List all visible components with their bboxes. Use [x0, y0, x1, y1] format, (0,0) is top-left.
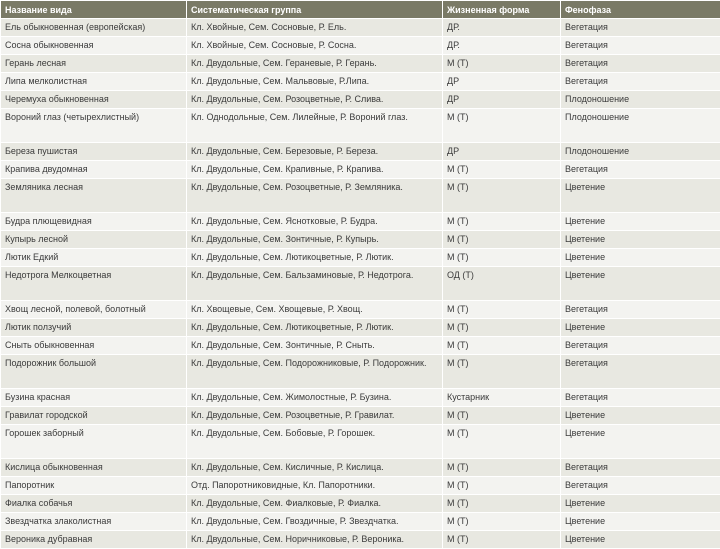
- life-form-cell: ДР: [443, 91, 561, 109]
- systematic-group-cell: Кл. Двудольные, Сем. Мальвовые, Р.Липа.: [187, 73, 443, 91]
- table-row: [1, 477, 720, 495]
- species-name-cell: Черемуха обыкновенная: [1, 91, 187, 109]
- systematic-group-cell: Кл. Двудольные, Сем. Бобовые, Р. Горошек.: [187, 425, 443, 459]
- species-name-cell: Крапива двудомная: [1, 161, 187, 179]
- table-body: [1, 19, 720, 549]
- systematic-group-cell: Кл. Хвойные, Сем. Сосновые, Р. Сосна.: [187, 37, 443, 55]
- table-row: [1, 19, 720, 37]
- table-row: [1, 319, 720, 337]
- life-form-cell: М (Т): [443, 355, 561, 389]
- life-form-cell: М (Т): [443, 161, 561, 179]
- species-name-cell: Липа мелколистная: [1, 73, 187, 91]
- systematic-group-cell: Кл. Двудольные, Сем. Норичниковые, Р. Вероника.: [187, 531, 443, 549]
- phenophase-cell: Цветение: [561, 213, 720, 231]
- life-form-cell: М (Т): [443, 109, 561, 143]
- systematic-group-cell: Кл. Двудольные, Сем. Розоцветные, Р. Гравилат.: [187, 407, 443, 425]
- table-row: [1, 213, 720, 231]
- species-name-cell: Горошек заборный: [1, 425, 187, 459]
- phenophase-cell: Вегетация: [561, 301, 720, 319]
- phenophase-cell: Вегетация: [561, 477, 720, 495]
- systematic-group-cell: Кл. Двудольные, Сем. Бальзаминовые, Р. Недотрога.: [187, 267, 443, 301]
- species-name-cell: Кислица обыкновенная: [1, 459, 187, 477]
- life-form-cell: М (Т): [443, 477, 561, 495]
- species-name-cell: Фиалка собачья: [1, 495, 187, 513]
- header-life-form: Жизненная форма: [443, 1, 561, 19]
- species-name-cell: Гравилат городской: [1, 407, 187, 425]
- phenophase-cell: Вегетация: [561, 337, 720, 355]
- table-row: [1, 267, 720, 301]
- systematic-group-cell: Кл. Двудольные, Сем. Яснотковые, Р. Будра.: [187, 213, 443, 231]
- phenophase-cell: Вегетация: [561, 459, 720, 477]
- systematic-group-cell: Кл. Однодольные, Сем. Лилейные, Р. Вороний глаз.: [187, 109, 443, 143]
- header-phenophase: Фенофаза: [561, 1, 720, 19]
- header-systematic-group: Систематическая группа: [187, 1, 443, 19]
- life-form-cell: М (Т): [443, 213, 561, 231]
- table-row: [1, 407, 720, 425]
- species-name-cell: Вероника дубравная: [1, 531, 187, 549]
- phenophase-cell: Цветение: [561, 319, 720, 337]
- life-form-cell: Кустарник: [443, 389, 561, 407]
- life-form-cell: М (Т): [443, 495, 561, 513]
- systematic-group-cell: Кл. Двудольные, Сем. Зонтичные, Р. Сныть.: [187, 337, 443, 355]
- phenophase-cell: Плодоношение: [561, 109, 720, 143]
- systematic-group-cell: Кл. Двудольные, Сем. Розоцветные, Р. Слива.: [187, 91, 443, 109]
- table-row: [1, 425, 720, 459]
- systematic-group-cell: Кл. Двудольные, Сем. Лютикоцветные, Р. Лютик.: [187, 319, 443, 337]
- table-row: [1, 231, 720, 249]
- life-form-cell: ДР.: [443, 19, 561, 37]
- species-name-cell: Недотрога Мелкоцветная: [1, 267, 187, 301]
- phenophase-cell: Цветение: [561, 179, 720, 213]
- systematic-group-cell: Кл. Двудольные, Сем. Подорожниковые, Р. Подорожник.: [187, 355, 443, 389]
- species-name-cell: Герань лесная: [1, 55, 187, 73]
- phenophase-cell: Вегетация: [561, 355, 720, 389]
- phenophase-cell: Цветение: [561, 425, 720, 459]
- phenophase-cell: Цветение: [561, 495, 720, 513]
- table-row: [1, 495, 720, 513]
- life-form-cell: М (Т): [443, 319, 561, 337]
- systematic-group-cell: Кл. Двудольные, Сем. Зонтичные, Р. Купырь.: [187, 231, 443, 249]
- species-name-cell: Подорожник большой: [1, 355, 187, 389]
- phenophase-cell: Цветение: [561, 267, 720, 301]
- table-row: [1, 389, 720, 407]
- life-form-cell: М (Т): [443, 179, 561, 213]
- species-name-cell: Хвощ лесной, полевой, болотный: [1, 301, 187, 319]
- systematic-group-cell: Кл. Двудольные, Сем. Лютикоцветные, Р. Лютик.: [187, 249, 443, 267]
- life-form-cell: М (Т): [443, 531, 561, 549]
- phenophase-cell: Плодоношение: [561, 91, 720, 109]
- life-form-cell: М (Т): [443, 425, 561, 459]
- table-row: [1, 179, 720, 213]
- phenophase-cell: Вегетация: [561, 161, 720, 179]
- phenophase-cell: Вегетация: [561, 37, 720, 55]
- species-name-cell: Звездчатка злаколистная: [1, 513, 187, 531]
- table-row: [1, 55, 720, 73]
- life-form-cell: ДР: [443, 73, 561, 91]
- life-form-cell: М (Т): [443, 249, 561, 267]
- phenophase-cell: Цветение: [561, 249, 720, 267]
- species-name-cell: Купырь лесной: [1, 231, 187, 249]
- species-name-cell: Будра плющевидная: [1, 213, 187, 231]
- table-row: [1, 355, 720, 389]
- systematic-group-cell: Кл. Двудольные, Сем. Гераневые, Р. Герань.: [187, 55, 443, 73]
- table-row: [1, 109, 720, 143]
- life-form-cell: М (Т): [443, 513, 561, 531]
- phenophase-cell: Цветение: [561, 407, 720, 425]
- life-form-cell: ДР.: [443, 37, 561, 55]
- species-name-cell: Бузина красная: [1, 389, 187, 407]
- life-form-cell: М (Т): [443, 337, 561, 355]
- table-row: [1, 513, 720, 531]
- phenophase-cell: Цветение: [561, 513, 720, 531]
- species-name-cell: Земляника лесная: [1, 179, 187, 213]
- species-name-cell: Сосна обыкновенная: [1, 37, 187, 55]
- phenophase-cell: Вегетация: [561, 73, 720, 91]
- table-row: [1, 73, 720, 91]
- species-name-cell: Вороний глаз (четырехлистный): [1, 109, 187, 143]
- phenophase-cell: Цветение: [561, 531, 720, 549]
- systematic-group-cell: Отд. Папоротниковидные, Кл. Папоротники.: [187, 477, 443, 495]
- table-row: [1, 161, 720, 179]
- species-name-cell: Папоротник: [1, 477, 187, 495]
- systematic-group-cell: Кл. Двудольные, Сем. Розоцветные, Р. Земляника.: [187, 179, 443, 213]
- phenophase-cell: Вегетация: [561, 19, 720, 37]
- table-row: [1, 37, 720, 55]
- systematic-group-cell: Кл. Двудольные, Сем. Жимолостные, Р. Бузина.: [187, 389, 443, 407]
- species-name-cell: Ель обыкновенная (европейская): [1, 19, 187, 37]
- species-name-cell: Лютик ползучий: [1, 319, 187, 337]
- systematic-group-cell: Кл. Двудольные, Сем. Гвоздичные, Р. Звездчатка.: [187, 513, 443, 531]
- header-species-name: Название вида: [1, 1, 187, 19]
- species-name-cell: Береза пушистая: [1, 143, 187, 161]
- phenophase-cell: Вегетация: [561, 55, 720, 73]
- systematic-group-cell: Кл. Двудольные, Сем. Кисличные, Р. Кислица.: [187, 459, 443, 477]
- systematic-group-cell: Кл. Двудольные, Сем. Крапивные, Р. Крапива.: [187, 161, 443, 179]
- table-row: [1, 143, 720, 161]
- life-form-cell: М (Т): [443, 301, 561, 319]
- life-form-cell: ОД (Т): [443, 267, 561, 301]
- phenophase-cell: Вегетация: [561, 389, 720, 407]
- species-name-cell: Сныть обыкновенная: [1, 337, 187, 355]
- table-row: [1, 249, 720, 267]
- table-row: [1, 337, 720, 355]
- systematic-group-cell: Кл. Двудольные, Сем. Березовые, Р. Береза.: [187, 143, 443, 161]
- life-form-cell: М (Т): [443, 407, 561, 425]
- life-form-cell: ДР: [443, 143, 561, 161]
- life-form-cell: М (Т): [443, 459, 561, 477]
- table-row: [1, 301, 720, 319]
- header-row: [1, 1, 720, 19]
- systematic-group-cell: Кл. Хвойные, Сем. Сосновые, Р. Ель.: [187, 19, 443, 37]
- species-name-cell: Лютик Едкий: [1, 249, 187, 267]
- life-form-cell: М (Т): [443, 231, 561, 249]
- systematic-group-cell: Кл. Двудольные, Сем. Фиалковые, Р. Фиалка.: [187, 495, 443, 513]
- systematic-group-cell: Кл. Хвощевые, Сем. Хвощевые, Р. Хвощ.: [187, 301, 443, 319]
- phenophase-cell: Плодоношение: [561, 143, 720, 161]
- table-row: [1, 459, 720, 477]
- phenophase-cell: Цветение: [561, 231, 720, 249]
- table-row: [1, 91, 720, 109]
- life-form-cell: М (Т): [443, 55, 561, 73]
